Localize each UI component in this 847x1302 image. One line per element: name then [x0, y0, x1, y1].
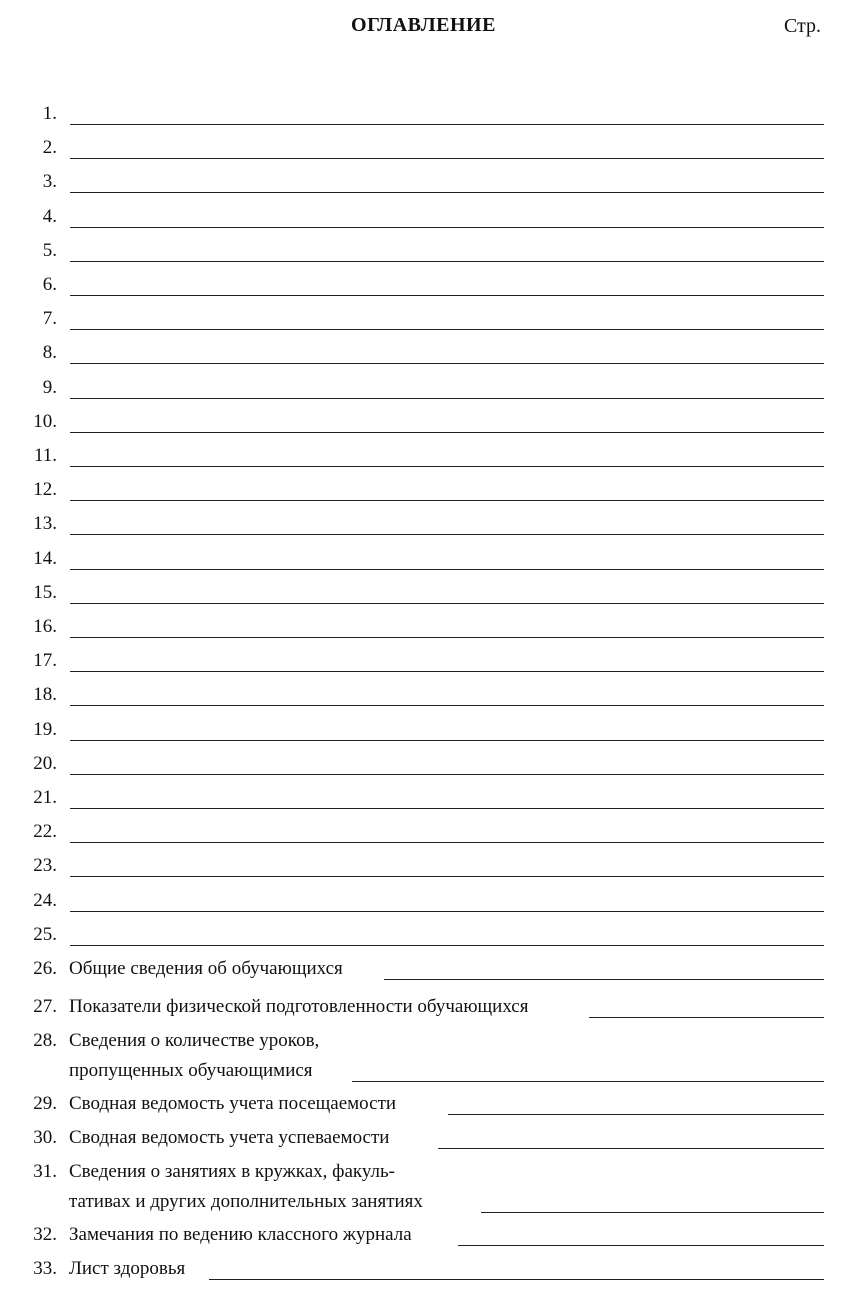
toc-entry-label: пропущенных обучающимися: [69, 1060, 313, 1081]
page-number-blank-line: [70, 158, 824, 159]
toc-entry-label: Сводная ведомость учета посещаемости: [69, 1093, 397, 1114]
page-number-blank-line: [70, 842, 824, 843]
toc-entry-label: Общие сведения об обучающихся: [69, 958, 343, 979]
toc-entry-number: 4.: [42, 205, 57, 227]
page-number-blank-line: [70, 500, 824, 501]
page-number-blank-line: [70, 876, 824, 877]
page-number-blank-line: [352, 1081, 824, 1082]
toc-entry-number: 6.: [42, 274, 57, 295]
toc-entry-number: 7.: [42, 308, 57, 330]
page-number-blank-line: [70, 227, 824, 228]
toc-entry-number: 32.: [33, 1224, 57, 1245]
page-number-blank-line: [481, 1212, 824, 1213]
page-column-label: Стр.: [783, 15, 821, 37]
page-number-blank-line: [70, 774, 824, 775]
toc-entry-number: 26.: [33, 958, 57, 979]
page-title: ОГЛАВЛЕНИЕ: [351, 14, 496, 36]
page-number-blank-line: [384, 979, 824, 980]
page-number-blank-line: [70, 329, 824, 330]
page-number-blank-line: [70, 398, 824, 399]
page-number-blank-line: [70, 534, 824, 535]
toc-entry-label: Сведения о количестве уроков,: [69, 1030, 320, 1051]
page-number-blank-line: [209, 1279, 824, 1280]
page-number-blank-line: [70, 705, 824, 706]
toc-entry-number: 30.: [33, 1127, 57, 1148]
page-number-blank-line: [589, 1017, 824, 1018]
toc-entry-label: Лист здоровья: [69, 1258, 186, 1279]
page-number-blank-line: [70, 603, 824, 604]
toc-entry-number: 10.: [33, 410, 57, 432]
page-number-blank-line: [70, 740, 824, 741]
page-number-blank-line: [70, 637, 824, 638]
page-number-blank-line: [438, 1148, 824, 1149]
toc-entry-number: 15.: [33, 581, 57, 603]
toc-entry-number: 1.: [42, 103, 57, 124]
toc-entry-label: Показатели физической подготовленности обучающихся: [69, 996, 529, 1017]
toc-entry-number: 29.: [33, 1093, 57, 1114]
toc-entry-number: 19.: [33, 718, 57, 740]
toc-entry-number: 3.: [42, 171, 57, 193]
toc-entry-label: тативах и других дополнительных занятиях: [69, 1191, 423, 1212]
toc-entry-label: Сводная ведомость учета успеваемости: [69, 1127, 390, 1148]
toc-entry-number: 22.: [33, 821, 57, 843]
page-number-blank-line: [70, 363, 824, 364]
toc-entry-number: 13.: [33, 513, 57, 535]
toc-entry-number: 12.: [33, 479, 57, 501]
toc-entry-number: 18.: [33, 684, 57, 706]
toc-entry-number: 16.: [33, 616, 57, 637]
toc-entry-number: 2.: [42, 137, 57, 159]
page-number-blank-line: [458, 1245, 824, 1246]
toc-entry-number: 8.: [42, 342, 57, 364]
toc-entry-number: 17.: [33, 650, 57, 672]
toc-entry-number: 28.: [33, 1030, 57, 1051]
toc-entry-number: 31.: [33, 1161, 57, 1182]
toc-entry-label: Сведения о занятиях в кружках, факуль-: [69, 1161, 395, 1182]
toc-entry-number: 20.: [33, 752, 57, 774]
toc-entry-number: 25.: [33, 923, 57, 945]
page-number-blank-line: [70, 432, 824, 433]
toc-entry-number: 9.: [42, 376, 57, 398]
page-number-blank-line: [70, 295, 824, 296]
page-number-blank-line: [70, 911, 824, 912]
toc-entry-number: 27.: [33, 996, 57, 1017]
toc-entry-number: 23.: [33, 855, 57, 877]
toc-entry-number: 33.: [33, 1258, 57, 1279]
toc-entry-number: 21.: [33, 787, 57, 808]
page-number-blank-line: [70, 808, 824, 809]
page-number-blank-line: [70, 945, 824, 946]
page-number-blank-line: [70, 671, 824, 672]
page-number-blank-line: [448, 1114, 824, 1115]
page-number-blank-line: [70, 124, 824, 125]
page-number-blank-line: [70, 261, 824, 262]
page-number-blank-line: [70, 192, 824, 193]
toc-entry-number: 24.: [33, 889, 57, 911]
toc-entry-number: 5.: [42, 239, 57, 261]
toc-entry-label: Замечания по ведению классного журнала: [69, 1224, 412, 1245]
page-number-blank-line: [70, 569, 824, 570]
toc-entry-number: 11.: [33, 445, 57, 466]
toc-entry-number: 14.: [33, 547, 57, 569]
page-number-blank-line: [70, 466, 824, 467]
